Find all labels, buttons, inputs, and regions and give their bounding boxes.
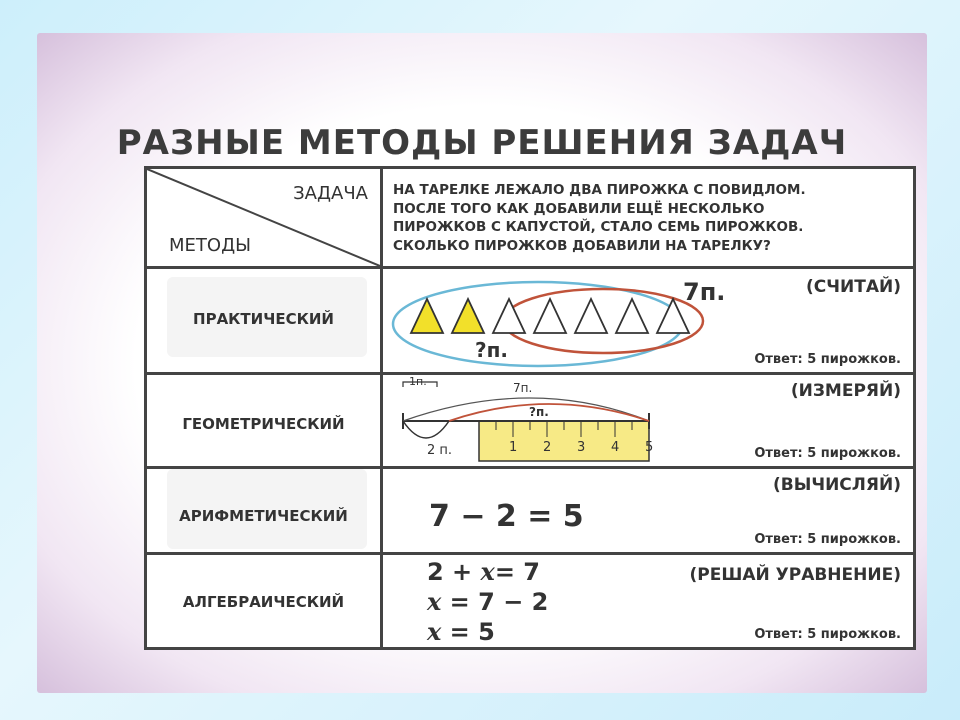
poster (37, 33, 927, 693)
eq2-right: = 7 − 2 (441, 588, 549, 616)
method-name-algebraic: АЛГЕБРАИЧЕСКИЙ (182, 593, 345, 611)
method-name-arithmetic: АРИФМЕТИЧЕСКИЙ (179, 507, 348, 525)
answer-geometric: Ответ: 5 пирожков. (754, 446, 901, 461)
eq1-left: 2 + (427, 558, 481, 586)
seg-unknown-label: ?п. (529, 405, 549, 419)
seg1-label: 1п. (409, 375, 427, 388)
method-verb-count: (СЧИТАЙ) (806, 277, 901, 297)
geometric-diagram (383, 375, 713, 466)
empty-triangle (616, 299, 648, 333)
task-line: НА ТАРЕЛКЕ ЛЕЖАЛО ДВА ПИРОЖКА С ПОВИДЛОМ. (393, 182, 806, 198)
eq3-right: = 5 (441, 618, 495, 646)
method-name-practical: ПРАКТИЧЕСКИЙ (193, 310, 334, 328)
filled-triangle (411, 299, 443, 333)
header-corner-cell (147, 169, 380, 266)
ruler-number: 2 (543, 440, 552, 455)
method-name-geometric: ГЕОМЕТРИЧЕСКИЙ (182, 415, 345, 433)
filled-triangle (452, 299, 484, 333)
arithmetic-equation: 7 − 2 = 5 (429, 499, 584, 534)
total-arc (403, 398, 649, 421)
row-divider (147, 466, 913, 469)
equation-line-3 (427, 617, 495, 646)
task-line: СКОЛЬКО ПИРОЖКОВ ДОБАВИЛИ НА ТАРЕЛКУ? (393, 237, 771, 254)
answer-arithmetic: Ответ: 5 пирожков. (754, 532, 901, 547)
method-verb-measure: (ИЗМЕРЯЙ) (790, 381, 901, 401)
eq2-var: x (427, 587, 442, 616)
equation-line-2 (427, 587, 548, 616)
answer-practical: Ответ: 5 пирожков. (754, 352, 901, 367)
row-divider (147, 552, 913, 555)
unknown-count-label: ?п. (475, 338, 509, 362)
seg-total-label: 7п. (513, 381, 533, 395)
total-count-label: 7п. (683, 278, 726, 306)
eq1-var: x (480, 557, 495, 586)
ruler-number: 3 (577, 440, 586, 455)
known-arc (403, 421, 449, 438)
method-verb-calculate: (ВЫЧИСЛЯЙ) (773, 475, 901, 495)
task-line: ПОСЛЕ ТОГО КАК ДОБАВИЛИ ЕЩЁ НЕСКОЛЬКО (393, 200, 765, 217)
empty-triangle (575, 299, 607, 333)
answer-algebraic: Ответ: 5 пирожков. (754, 627, 901, 642)
ruler-number: 5 (645, 440, 654, 455)
ruler-number: 1 (509, 440, 518, 455)
method-verb-solve: (РЕШАЙ УРАВНЕНИЕ) (689, 565, 901, 585)
task-header-label: ЗАДАЧА (293, 183, 368, 204)
methods-table (144, 166, 916, 650)
equation-line-1 (427, 557, 540, 586)
methods-header-label: МЕТОДЫ (169, 235, 252, 256)
task-line: ПИРОЖКОВ С КАПУСТОЙ, СТАЛО СЕМЬ ПИРОЖКОВ. (393, 219, 804, 235)
page-title: РАЗНЫЕ МЕТОДЫ РЕШЕНИЯ ЗАДАЧ (116, 123, 848, 163)
eq3-var: x (427, 617, 442, 646)
empty-triangle (534, 299, 566, 333)
seg2-label: 2 п. (427, 443, 453, 458)
task-statement (393, 181, 913, 255)
unknown-arc (449, 404, 649, 421)
ruler-number: 4 (611, 440, 620, 455)
eq1-right: = 7 (494, 558, 541, 586)
